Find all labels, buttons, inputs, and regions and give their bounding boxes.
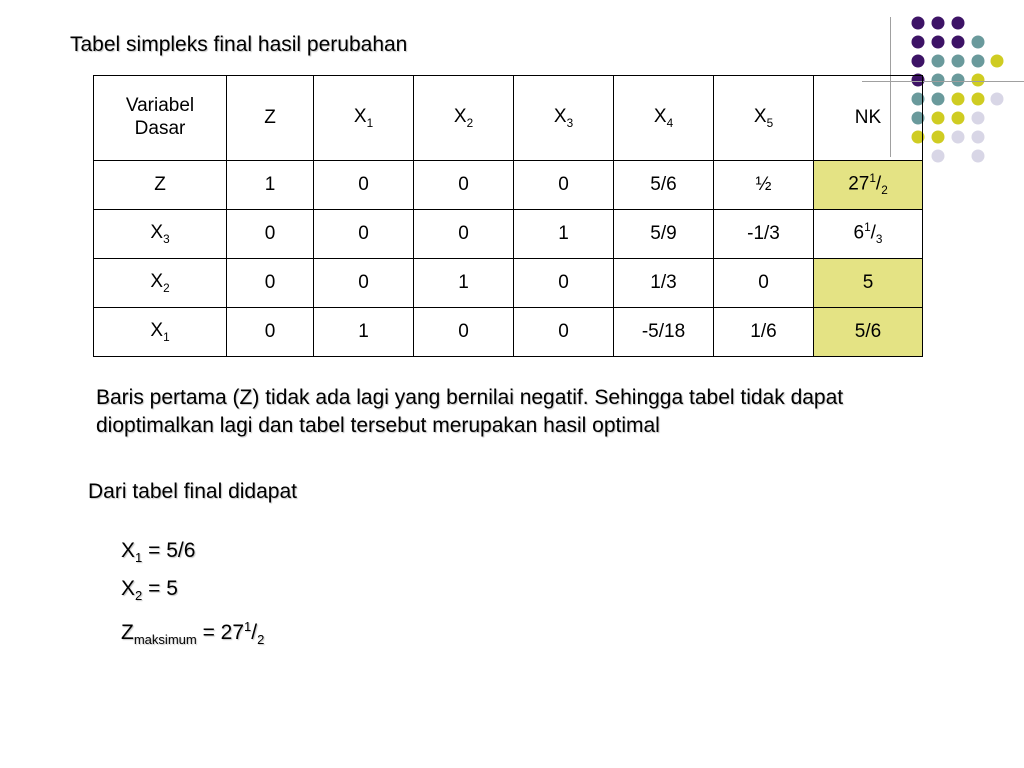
header-dasar-label: Dasar [134, 118, 186, 139]
nk-denominator: 2 [881, 184, 888, 197]
simplex-table [93, 75, 923, 357]
table-cell: 0 [714, 259, 814, 308]
nk-denominator: 3 [875, 233, 883, 246]
decorative-dot [972, 36, 985, 49]
header-label: X [653, 105, 667, 127]
header-x3 [514, 76, 614, 161]
variable-label: X [150, 319, 164, 341]
header-subscript: 2 [466, 116, 474, 130]
header-label: X [353, 105, 367, 127]
decorative-dot [912, 36, 925, 49]
result-value: = 5/6 [142, 539, 196, 562]
result-x2 [121, 573, 264, 611]
decorative-dot [932, 112, 945, 125]
decorative-dot [952, 93, 965, 106]
variable-label: X [150, 221, 164, 243]
table-cell: 0 [514, 259, 614, 308]
variable-label: Z [154, 173, 166, 195]
result-denominator: 2 [257, 632, 265, 648]
table-cell: 5/6 [614, 161, 714, 210]
nk-cell: 5/6 [814, 308, 923, 357]
table-cell: 1 [314, 308, 414, 357]
decorative-dot [932, 74, 945, 87]
decorative-dot [932, 55, 945, 68]
table-cell: 0 [314, 259, 414, 308]
nk-cell: 5 [814, 259, 923, 308]
decorative-dot [972, 131, 985, 144]
result-subscript: maksimum [133, 632, 197, 648]
header-variabel-label: Variabel [125, 95, 195, 117]
header-variabel-dasar [94, 76, 227, 161]
decorative-dot [932, 36, 945, 49]
decorative-dot [991, 93, 1004, 106]
header-x1 [314, 76, 414, 161]
variable-subscript: 1 [163, 330, 170, 344]
result-value: = 27 [196, 621, 245, 645]
table-cell: 1/6 [714, 308, 814, 357]
variable-subscript: 2 [163, 281, 170, 295]
decorative-dot [972, 112, 985, 125]
table-row-x1 [94, 308, 923, 357]
result-var: X [121, 539, 136, 562]
result-value: = 5 [142, 577, 178, 601]
table-cell: 0 [227, 308, 314, 357]
header-subscript: 4 [666, 116, 674, 130]
slide-title: Tabel simpleks final hasil perubahan [70, 33, 408, 56]
table-header-row [94, 76, 923, 161]
table-cell: 0 [414, 210, 514, 259]
table-cell: 0 [227, 259, 314, 308]
table-row-z [94, 161, 923, 210]
table-cell: 0 [227, 210, 314, 259]
header-subscript: 1 [366, 116, 374, 130]
table-cell: 0 [514, 308, 614, 357]
table-cell: ½ [714, 161, 814, 210]
header-subscript: 5 [766, 116, 774, 130]
result-z-max [121, 611, 264, 655]
header-label: X [453, 105, 467, 127]
table-cell: -1/3 [714, 210, 814, 259]
row-variable [94, 161, 227, 210]
nk-numerator: 1 [864, 220, 871, 234]
nk-numerator: 1 [869, 171, 876, 185]
header-x5 [714, 76, 814, 161]
decorative-dot [912, 17, 925, 30]
header-z [227, 76, 314, 161]
decorative-dot [972, 150, 985, 163]
variable-subscript: 3 [163, 232, 170, 246]
decorative-dot [991, 55, 1004, 68]
table-row-x3 [94, 210, 923, 259]
nk-whole: 6 [853, 222, 865, 244]
table-cell: 0 [414, 308, 514, 357]
decorative-dot [952, 17, 965, 30]
result-var: X [121, 577, 136, 601]
nk-cell: $27^1/_2$ [814, 161, 923, 210]
nk-cell: $6^1/_3$ [814, 210, 923, 259]
table-cell: 0 [314, 210, 414, 259]
decorative-dot [912, 55, 925, 68]
decorative-dot [952, 55, 965, 68]
table-cell: 0 [314, 161, 414, 210]
result-subscript: 1 [135, 550, 143, 566]
decorative-dot [932, 17, 945, 30]
header-subscript: 3 [566, 116, 574, 130]
decorative-dot [932, 150, 945, 163]
row-variable [94, 210, 227, 259]
row-variable [94, 308, 227, 357]
result-slash: / [251, 621, 258, 645]
table-cell: 1 [414, 259, 514, 308]
table-cell: 1 [514, 210, 614, 259]
table-cell: 0 [414, 161, 514, 210]
variable-label: X [150, 270, 164, 292]
table-row-x2 [94, 259, 923, 308]
table-cell: 5/9 [614, 210, 714, 259]
decorative-dot [932, 93, 945, 106]
decorative-dot [972, 93, 985, 106]
header-label: NK [854, 106, 882, 128]
table-cell: 0 [514, 161, 614, 210]
header-nk [814, 76, 923, 161]
table-cell: -5/18 [614, 308, 714, 357]
header-x2 [414, 76, 514, 161]
decorative-dot [952, 131, 965, 144]
decorative-dot [972, 55, 985, 68]
result-numerator: 1 [244, 619, 252, 635]
header-label: X [553, 105, 567, 127]
decorative-dot [952, 36, 965, 49]
result-list [121, 535, 264, 656]
header-x4 [614, 76, 714, 161]
row-variable [94, 259, 227, 308]
result-subscript: 2 [135, 588, 143, 604]
decorative-dot [952, 112, 965, 125]
result-heading: Dari tabel final didapat [88, 480, 297, 503]
result-x1 [121, 535, 264, 573]
header-label: Z [264, 106, 276, 128]
table-cell: 1 [227, 161, 314, 210]
conclusion-paragraph: Baris pertama (Z) tidak ada lagi yang bernilai negatif. Sehingga tabel tidak dapat dioptimalkan lagi dan tabel tersebut merupakan hasil optimal [96, 386, 844, 437]
decorative-dot [952, 74, 965, 87]
result-var: Z [121, 621, 134, 645]
decorative-dot [972, 74, 985, 87]
nk-whole: 27 [848, 173, 870, 195]
table-cell: 1/3 [614, 259, 714, 308]
header-label: X [753, 105, 767, 127]
decorative-dot [932, 131, 945, 144]
